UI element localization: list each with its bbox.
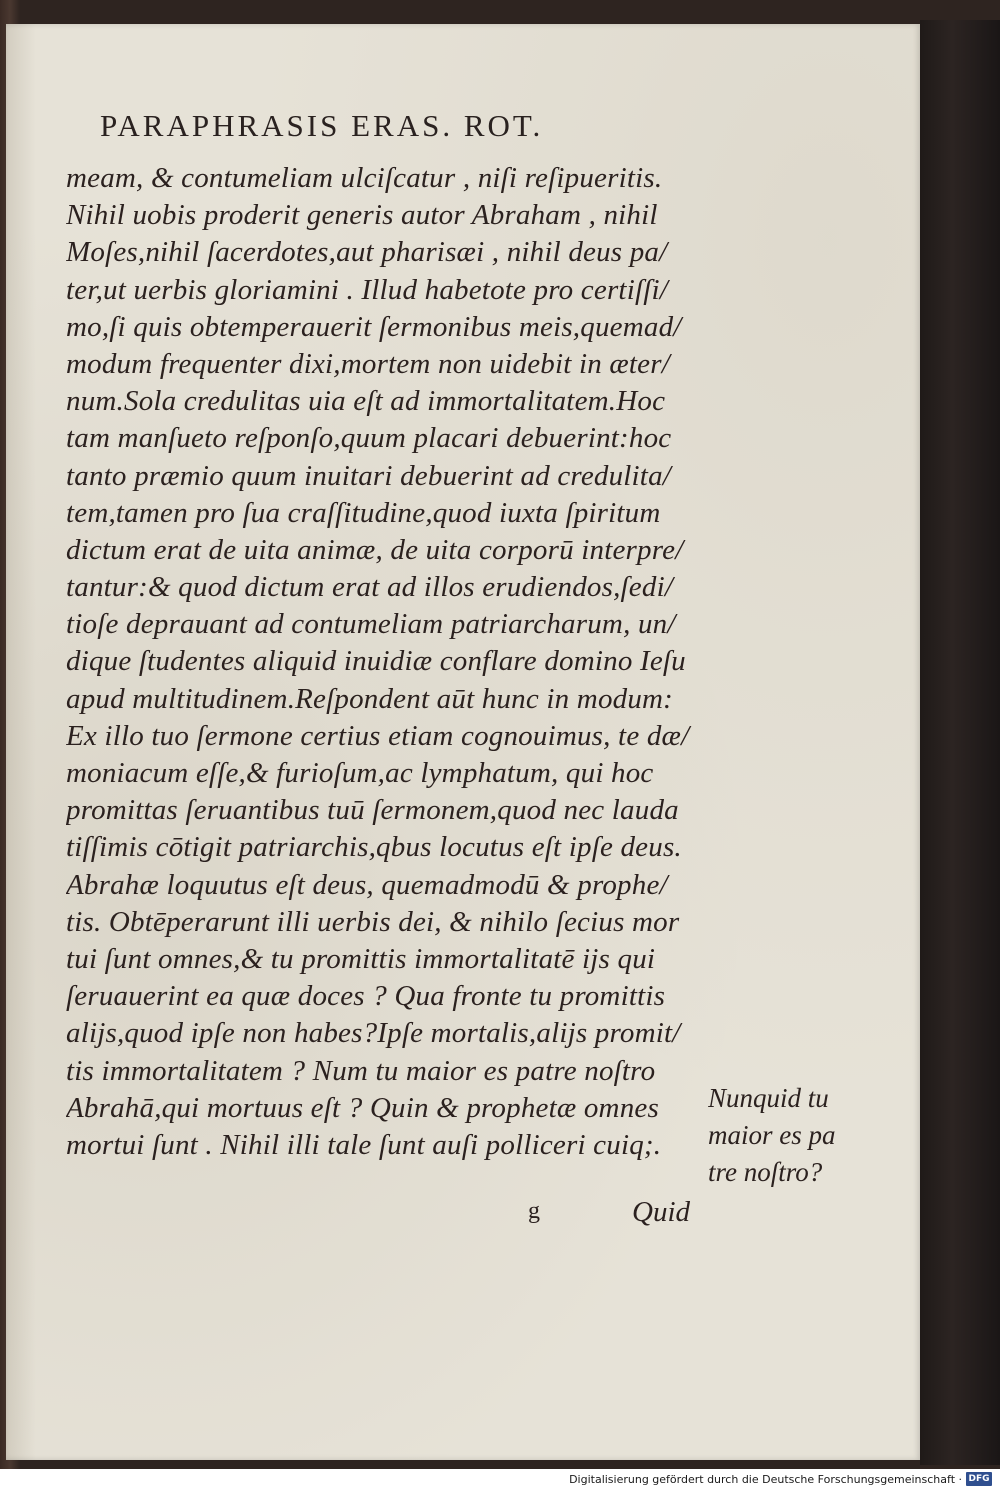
text-line: modum frequenter dixi,mortem non uidebit in æter/ <box>66 347 670 380</box>
text-line: meam, & contumeliam ulciſcatur , niſi reſipueritis. <box>66 162 663 194</box>
text-line: Moſes,nihil ſacerdotes,aut pharisæi , nihil deus pa/ <box>66 236 668 269</box>
text-line: Nihil uobis proderit generis autor Abraham , nihil <box>66 199 658 232</box>
text-line: tantur:& quod dictum erat ad illos erudiendos,ſedi/ <box>66 571 674 604</box>
text-line: Abrahæ loquutus eſt deus, quemadmodū & prophe/ <box>66 868 668 901</box>
book-edge <box>920 20 1000 1465</box>
text-line: promittas ſeruantibus tuū ſermonem,quod nec lauda <box>66 794 679 827</box>
text-line: dictum erat de uita animæ, de uita corporū interpre/ <box>66 533 684 566</box>
marginal-note-line: Nunquid tu <box>708 1083 829 1113</box>
text-line: num.Sola credulitas uia eſt ad immortalitatem.Hoc <box>66 385 666 418</box>
text-line: alijs,quod ipſe non habes?Ipſe mortalis,alijs promit/ <box>66 1017 681 1050</box>
marginal-note-line: maior es pa <box>708 1120 836 1150</box>
text-line: tanto præmio quum inuitari debuerint ad credulita/ <box>66 459 672 492</box>
marginal-note <box>708 1080 858 1191</box>
text-line: mo,ſi quis obtemperauerit ſermonibus meis,quemad/ <box>66 310 682 343</box>
text-line: apud multitudinem.Reſpondent aūt hunc in modum: <box>66 682 674 715</box>
text-line: tiſſimis cōtigit patriarchis,qbus locutus eſt ipſe deus. <box>66 831 682 864</box>
dfg-logo-icon: DFG <box>966 1472 992 1486</box>
text-line: tem,tamen pro ſua craſſitudine,quod iuxta ſpiritum <box>66 496 661 529</box>
text-line: tis. Obtēperarunt illi uerbis dei, & nihilo ſecius mor <box>66 905 680 938</box>
text-line: tioſe deprauant ad contumeliam patriarcharum, un/ <box>66 608 676 641</box>
text-line: mortui ſunt . Nihil illi tale ſunt auſi polliceri cuiq;. <box>66 1128 662 1161</box>
text-line: ſeruauerint ea quæ doces ? Qua fronte tu promittis <box>66 980 666 1013</box>
running-head: PARAPHRASIS ERAS. ROT. <box>100 108 544 143</box>
text-line: tam manſueto reſponſo,quum placari debuerint:hoc <box>66 422 672 455</box>
text-line: ter,ut uerbis gloriamini . Illud habetote pro certiſſi/ <box>66 273 668 306</box>
text-line: Ex illo tuo ſermone certius etiam cognouimus, te dæ/ <box>66 719 690 752</box>
signature-mark: g <box>528 1198 540 1224</box>
marginal-note-line: tre noſtro? <box>708 1157 823 1187</box>
catchword: Quid <box>632 1196 690 1228</box>
footer-credit: Digitalisierung gefördert durch die Deutsche Forschungsgemeinschaft · <box>569 1473 962 1486</box>
main-text-block <box>66 160 706 1164</box>
text-line: moniacum eſſe,& furioſum,ac lymphatum, qui hoc <box>66 757 654 789</box>
text-line: tis immortalitatem ? Num tu maior es patre noſtro <box>66 1054 656 1087</box>
text-line: Abrahā,qui mortuus eſt ? Quin & prophetæ omnes <box>66 1091 659 1124</box>
text-line: tui ſunt omnes,& tu promittis immortalitatē ijs qui <box>66 942 656 975</box>
text-line: dique ſtudentes aliquid inuidiæ conflare domino Ieſu <box>66 645 686 678</box>
